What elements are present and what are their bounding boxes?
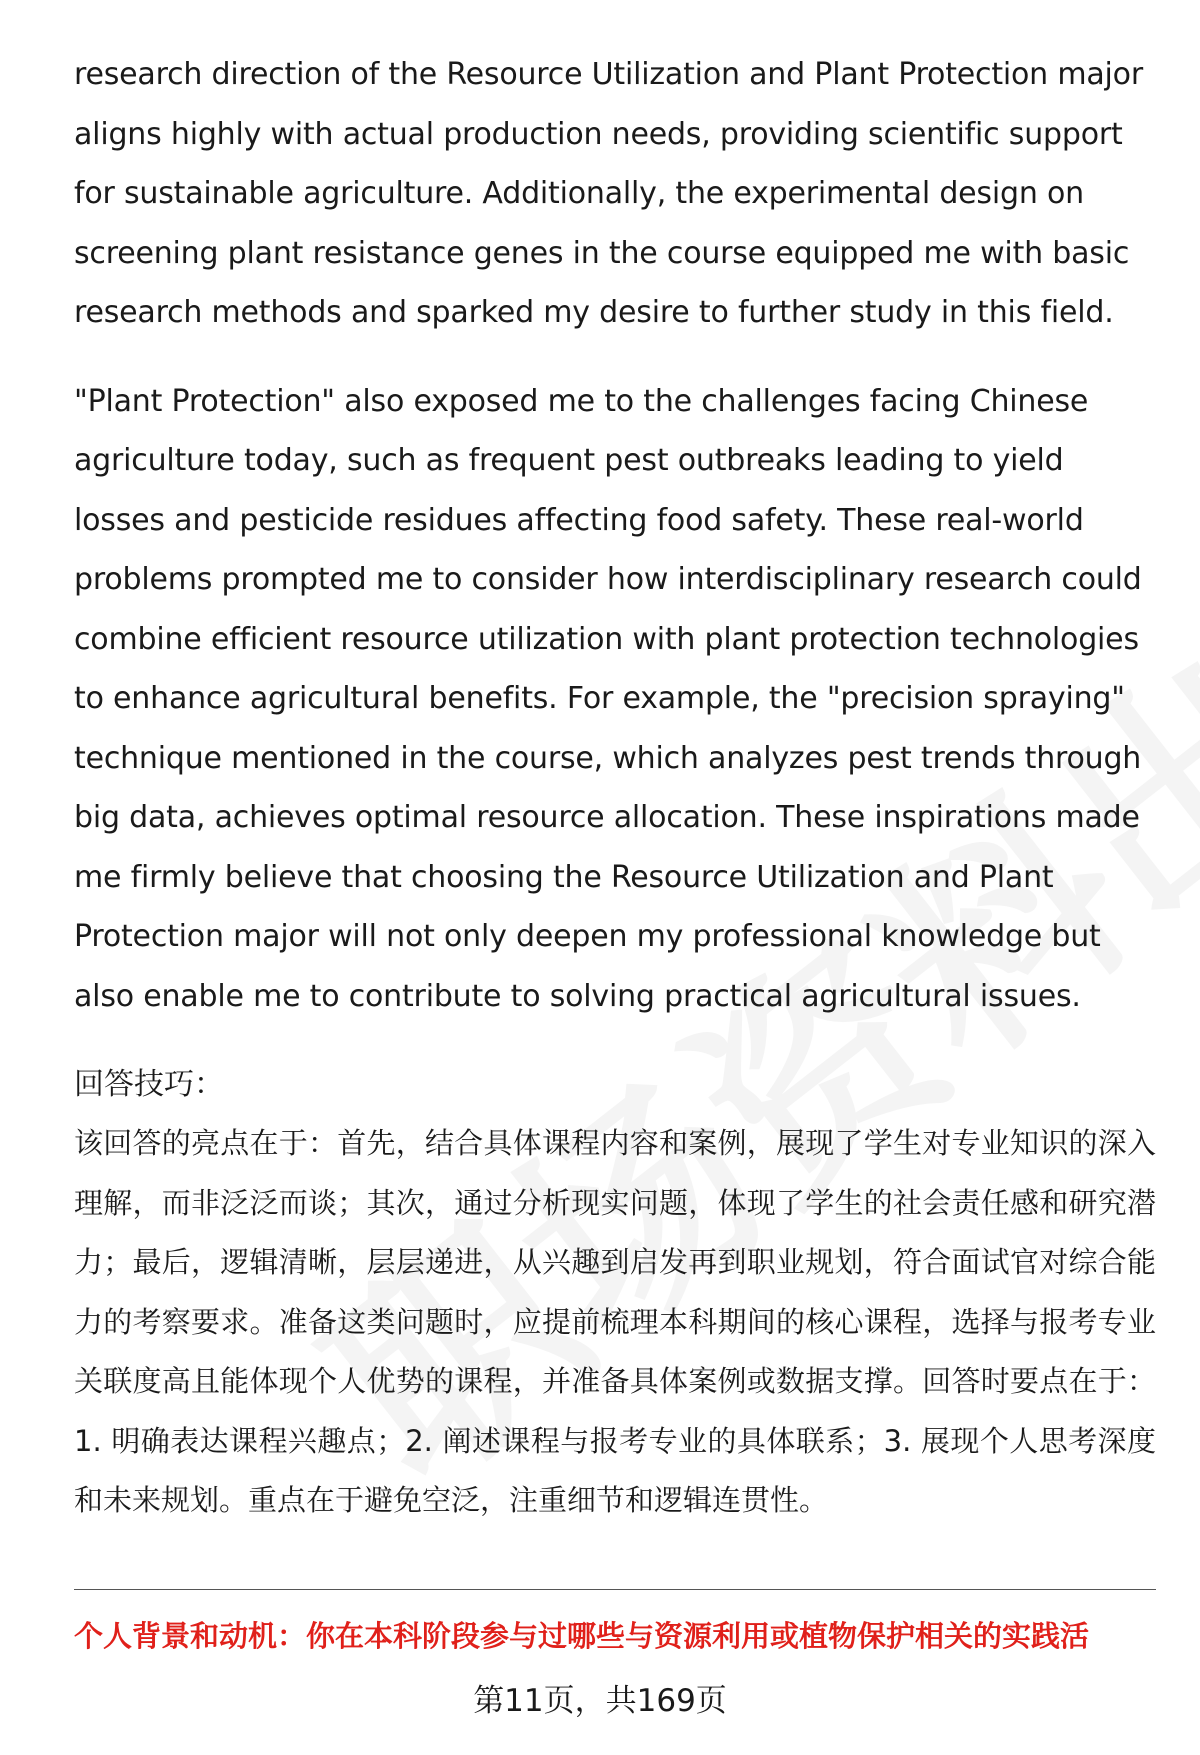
page-number: 第11页，共169页 [473,1683,727,1719]
document-body [74,45,1156,1531]
next-question-heading: 个人背景和动机：你在本科阶段参与过哪些与资源利用或植物保护相关的实践活 [74,1619,1090,1653]
tips-body: 该回答的亮点在于：首先，结合具体课程内容和案例，展现了学生对专业知识的深入理解，而非泛泛而谈；其次，通过分析现实问题，体现了学生的社会责任感和研究潜力；最后，逻辑清晰，层层递进，从兴趣到启发再到职业规划，符合面试官对综合能力的考察要求。准备这类问题时，应提前梳理本科期间的核心课程，选择与报考专业关联度高且能体现个人优势的课程，并准备具体案例或数据支撑。回答时要点在于：1. 明确表达课程兴趣点；2. 阐述课程与报考专业的具体联系；3. 展现个人思考深度和未来规划。重点在于避免空泛，注重细节和逻辑连贯性。 [74,1126,1156,1517]
tips-section [74,1055,1156,1531]
section-divider [74,1589,1156,1590]
tips-title: 回答技巧： [74,1067,224,1102]
paragraph-1: research direction of the Resource Utilization and Plant Protection major aligns highly with actual production needs, providing scientific support for sustainable agriculture. Additionally, the experimental design on screening plant resistance genes in the course equipped me with basic research methods and sparked my desire to further study in this field. [74,57,1143,330]
paragraph-2: "Plant Protection" also exposed me to the challenges facing Chinese agriculture today, such as frequent pest outbreaks leading to yield losses and pesticide residues affecting food safety. These real-world problems prompted me to consider how interdisciplinary research could combine efficient resource utilization with plant protection technologies to enhance agricultural benefits. For example, the "precision spraying" technique mentioned in the course, which analyzes pest trends through big data, achieves optimal resource allocation. These inspirations made me firmly believe that choosing the Resource Utilization and Plant Protection major will not only deepen my professional knowledge but also enable me to contribute to solving practical agricultural issues. [74,383,1142,1014]
